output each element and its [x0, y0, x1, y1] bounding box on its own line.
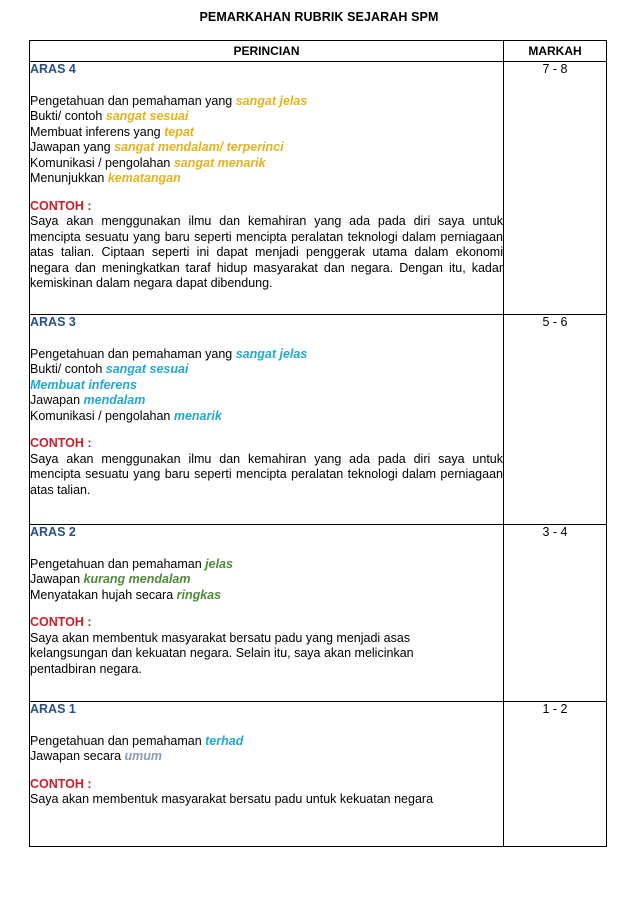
criteria-item: Pengetahuan dan pemahaman terhad	[30, 733, 244, 748]
example-label: CONTOH :	[30, 436, 92, 450]
criteria-keyword: kurang mendalam	[83, 572, 191, 586]
table-header-row	[30, 41, 607, 62]
example-label: CONTOH :	[30, 776, 92, 791]
criteria-item: Jawapan yang sangat mendalam/ terperinci	[30, 140, 284, 154]
criteria-keyword: jelas	[205, 556, 233, 571]
level-description	[30, 62, 504, 315]
criteria-list	[30, 734, 503, 765]
criteria-keyword: sangat sesuai	[105, 362, 189, 376]
rubric-row-aras-4	[30, 62, 607, 315]
criteria-item: Jawapan mendalam	[30, 393, 146, 407]
details-column-header: PERINCIAN	[30, 41, 504, 62]
rubric-table	[29, 40, 607, 847]
criteria-item: Menunjukkan kematangan	[30, 171, 181, 185]
level-title: ARAS 2	[30, 525, 76, 539]
criteria-item: Jawapan secara umum	[30, 749, 163, 763]
criteria-item: Pengetahuan dan pemahaman yang sangat jelas	[30, 93, 308, 108]
level-description	[30, 315, 504, 525]
criteria-item	[30, 378, 503, 394]
criteria-keyword: Membuat inferens	[30, 377, 137, 392]
criteria-item: Pengetahuan dan pemahaman yang sangat jelas	[30, 346, 308, 361]
criteria-item: Membuat inferens yang tepat	[30, 124, 194, 139]
criteria-keyword: umum	[124, 749, 163, 763]
example-text: Saya akan membentuk masyarakat bersatu padu untuk kekuatan negara	[30, 792, 434, 806]
marks-cell: 3 - 4	[504, 525, 607, 702]
criteria-item: Bukti/ contoh sangat sesuai	[30, 362, 189, 376]
rubric-row-aras-1	[30, 702, 607, 847]
document-title: PEMARKAHAN RUBRIK SEJARAH SPM	[199, 10, 439, 24]
marks-column-header: MARKAH	[504, 41, 607, 62]
criteria-item: Pengetahuan dan pemahaman jelas	[30, 556, 233, 571]
level-title: ARAS 4	[30, 62, 76, 76]
criteria-list	[30, 557, 503, 604]
criteria-item: Jawapan kurang mendalam	[30, 572, 191, 586]
criteria-keyword: kematangan	[107, 171, 181, 185]
criteria-list	[30, 347, 503, 425]
example-label: CONTOH :	[30, 615, 92, 629]
example-text: Saya akan menggunakan ilmu dan kemahiran yang ada pada diri saya untuk mencipta sesuatu yang baru seperti mencipta peralatan teknologi dalam perniagaan atas talian.	[30, 451, 503, 497]
criteria-keyword: mendalam	[83, 393, 146, 407]
criteria-list	[30, 94, 503, 187]
marks-cell: 5 - 6	[504, 315, 607, 525]
criteria-keyword: ringkas	[176, 587, 222, 602]
example-text: Saya akan membentuk masyarakat bersatu padu yang menjadi asas kelangsungan dan kekuatan negara. Selain itu, saya akan melicinkan pentadbiran negara.	[30, 630, 414, 676]
criteria-item: Komunikasi / pengolahan sangat menarik	[30, 155, 266, 170]
criteria-keyword: sangat mendalam/ terperinci	[114, 140, 284, 154]
criteria-item: Bukti/ contoh sangat sesuai	[30, 109, 189, 123]
marks-cell: 1 - 2	[504, 702, 607, 847]
criteria-keyword: sangat sesuai	[105, 109, 189, 123]
example-text: Saya akan menggunakan ilmu dan kemahiran yang ada pada diri saya untuk mencipta sesuatu yang baru seperti mencipta peralatan teknologi dalam perniagaan atas talian. Ciptaan seperti ini dapat menjadi penggerak utama dalam ekonomi negara dan meningkatkan taraf hidup masyarakat dan negara. Dengan itu, kadar kemiskinan dalam negara dapat dibendung.	[30, 214, 503, 290]
criteria-keyword: terhad	[205, 733, 244, 748]
level-description	[30, 525, 504, 702]
criteria-keyword: sangat jelas	[235, 346, 308, 361]
criteria-keyword: sangat menarik	[173, 155, 266, 170]
criteria-keyword: menarik	[173, 408, 222, 423]
level-title: ARAS 3	[30, 315, 76, 329]
level-description	[30, 702, 504, 847]
rubric-row-aras-2	[30, 525, 607, 702]
example-label: CONTOH :	[30, 198, 92, 213]
rubric-row-aras-3	[30, 315, 607, 525]
criteria-item: Komunikasi / pengolahan menarik	[30, 408, 222, 423]
criteria-keyword: sangat jelas	[235, 93, 308, 108]
criteria-keyword: tepat	[164, 124, 194, 139]
level-title: ARAS 1	[30, 702, 76, 716]
marks-cell: 7 - 8	[504, 62, 607, 315]
criteria-item: Menyatakan hujah secara ringkas	[30, 587, 222, 602]
